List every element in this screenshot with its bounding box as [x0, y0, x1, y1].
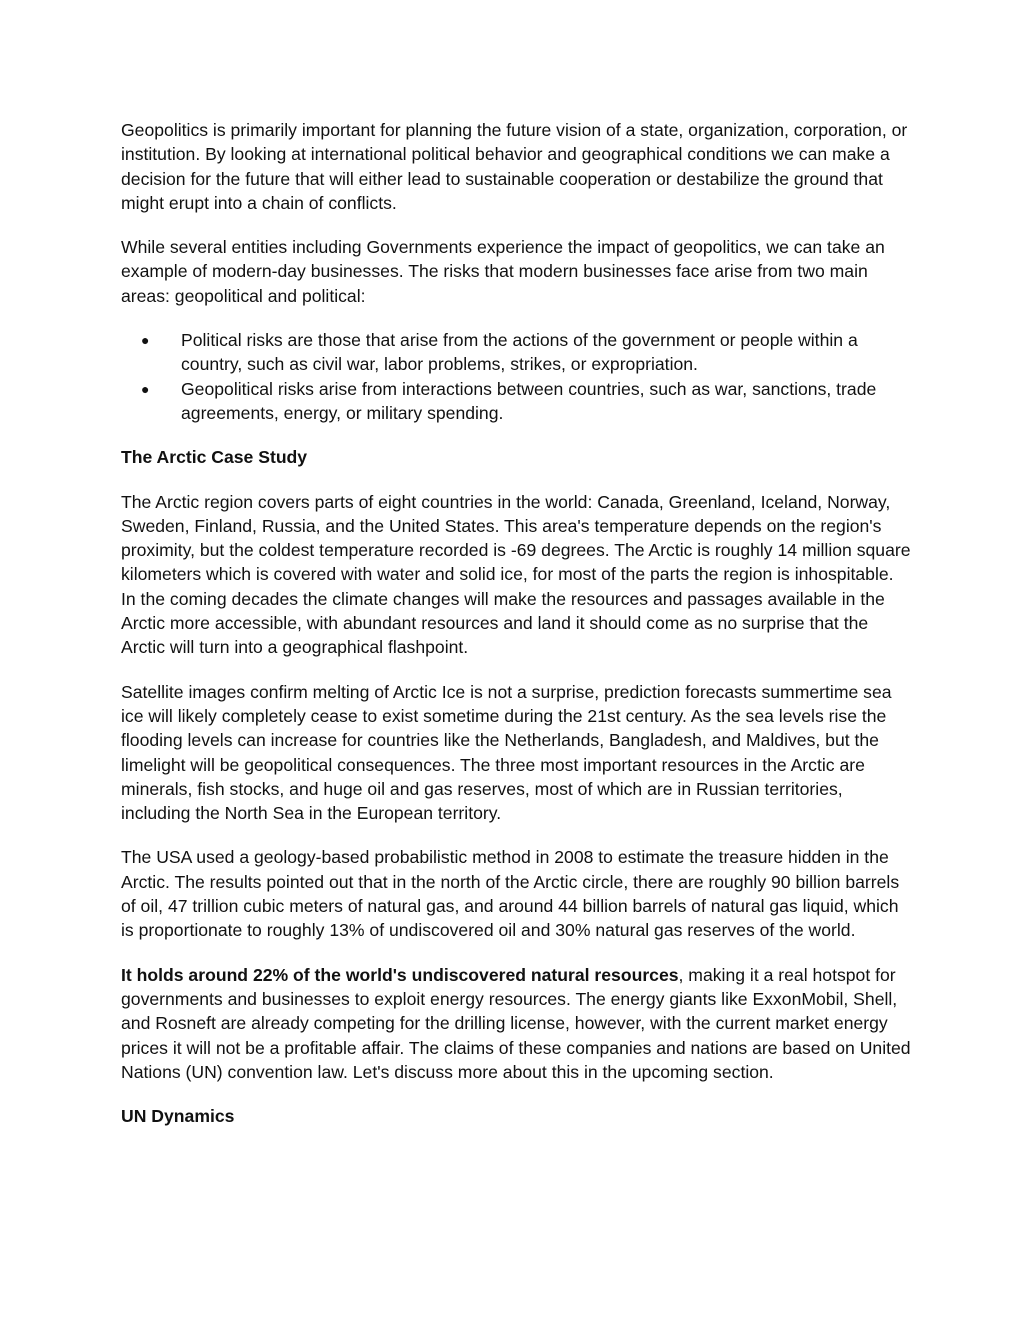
risks-paragraph: While several entities including Governments experience the impact of geopolitics, we can take an example of modern-day businesses. The risks that modern businesses face arise from two main areas: geopolitical and political:: [121, 237, 885, 306]
risks-bullet-list: [121, 328, 911, 425]
resources-paragraph: [121, 963, 911, 1084]
bullet-icon: ●: [141, 380, 150, 397]
arctic-region-paragraph: The Arctic region covers parts of eight countries in the world: Canada, Greenland, Iceland, Norway, Sweden, Finland, Russia, and the United States. This area's temperature depends on the region's proximity, but the coldest temperature recorded is -69 degrees. The Arctic is roughly 14 million square kilometers which is covered with water and solid ice, for most of the parts the region is inhospitable. In the coming decades the climate changes will make the resources and passages available in the Arctic more accessible, with abundant resources and land it should come as no surprise that the Arctic will turn into a geographical flashpoint.: [121, 491, 911, 658]
section-heading-un: UN Dynamics: [121, 1106, 235, 1127]
list-item: [121, 377, 911, 426]
section-heading-arctic: The Arctic Case Study: [121, 447, 308, 468]
resources-bold-text: It holds around 22% of the world's undiscovered natural resources: [121, 964, 679, 985]
usa-estimate-paragraph: The USA used a geology-based probabilistic method in 2008 to estimate the treasure hidden in the Arctic. The results pointed out that in the north of the Arctic circle, there are roughly 90 billion barrels of oil, 47 trillion cubic meters of natural gas, and around 44 billion barrels of natural gas liquid, which is proportionate to roughly 13% of undiscovered oil and 30% natural gas reserves of the world.: [121, 847, 900, 941]
list-item-text: Geopolitical risks arise from interactions between countries, such as war, sanctions, trade agreements, energy, or military spending.: [181, 378, 877, 423]
bullet-icon: ●: [141, 332, 150, 349]
list-item-text: Political risks are those that arise from the actions of the government or people within a country, such as civil war, labor problems, strikes, or expropriation.: [181, 330, 858, 375]
document-page: [121, 118, 911, 1148]
list-item: [121, 328, 911, 377]
resources-rest-text: , making it a real hotspot for governments and businesses to exploit energy resources. The energy giants like ExxonMobil, Shell, and Rosneft are already competing for the drilling license, however, with the current market energy prices it will not be a profitable affair. The claims of these companies and nations are based on United Nations (UN) convention law. Let's discuss more about this in the upcoming section.: [121, 964, 911, 1082]
satellite-paragraph: Satellite images confirm melting of Arctic Ice is not a surprise, prediction forecasts summertime sea ice will likely completely cease to exist sometime during the 21st century. As the sea levels rise the flooding levels can increase for countries like the Netherlands, Bangladesh, and Maldives, but the limelight will be geopolitical consequences. The three most important resources in the Arctic are minerals, fish stocks, and huge oil and gas reserves, most of which are in Russian territories, including the North Sea in the European territory.: [121, 681, 892, 824]
intro-paragraph: Geopolitics is primarily important for planning the future vision of a state, organization, corporation, or institution. By looking at international political behavior and geographical conditions we can make a decision for the future that will either lead to sustainable cooperation or destabilize the ground that might erupt into a chain of conflicts.: [121, 120, 908, 213]
